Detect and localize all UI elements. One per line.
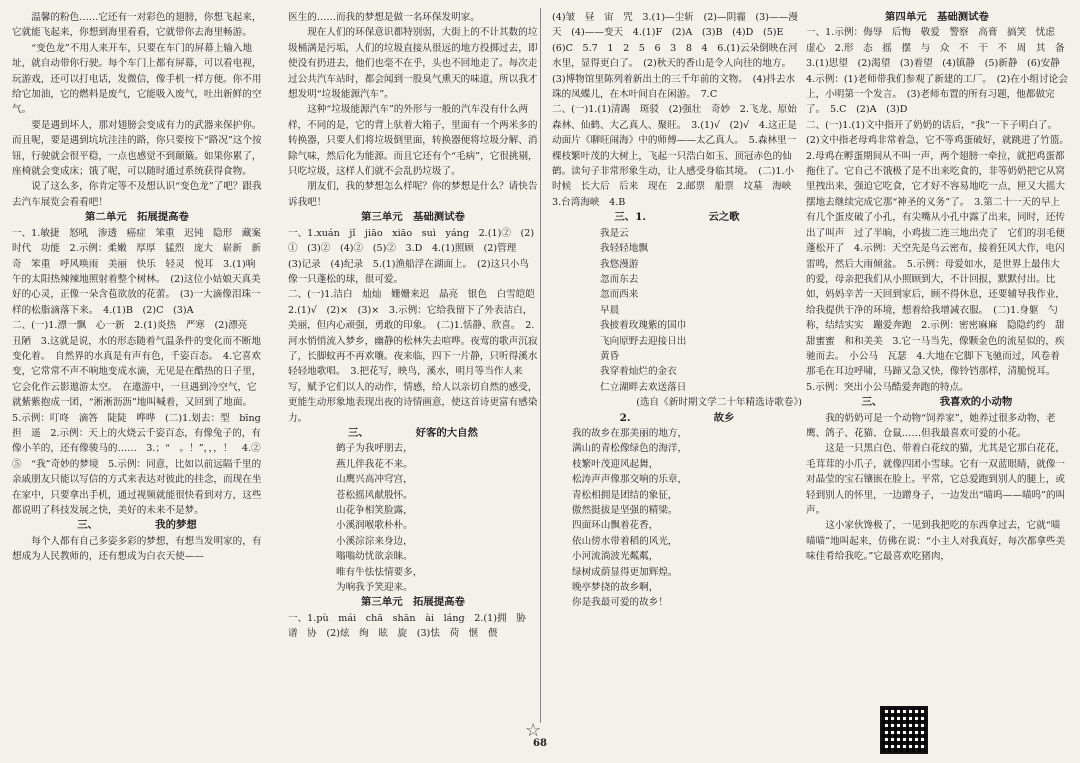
answer-block: 一、1.xuán jǐ jiāo xiāo suì yáng 2.(1)② (2)① (3)② (4)② (5)② 3.D 4.(1)照顾 (2)管理 (3)记录 (4)纪录 5.(1)渔船浮在湖面上。 (2)这只小鸟像一只蓬松的球，很可爱。: [288, 227, 535, 285]
column-4: [806, 10, 1075, 565]
section-heading: 第二单元 拓展提高卷: [85, 211, 189, 224]
paragraph: 医生的……而我的梦想是做一名环保发明家。: [288, 12, 480, 23]
poem-title: 三、1. 云之歌: [614, 211, 740, 224]
poem-line: 枝繁叶茂迎风起舞，: [572, 458, 659, 470]
section-heading: 第四单元 基础测试卷: [885, 11, 989, 23]
poem-title: 三、 好客的大自然: [348, 426, 478, 439]
poem-line: 你是我最可爱的故乡！: [572, 597, 668, 609]
poem-line: 鹤子为我呼朋去，: [336, 443, 413, 455]
answer-block: 一、1.敏捷 怒吼 渗透 癌症 笨重 迟钝 隐形 藏案 时代 功能 2.示例：柔嫩 厚厚 猛烈 庞大 崭新 新奇 笨重 呼风唤雨 美丽 快乐 轻灵 悦耳 3.(1)响午的太阳热辣辣地照射着整个树林。 (2)这位小姑娘天真美好的心灵，正像一朵含苞欲放的花蕾。 (3)一大滴像泪珠一样的松脂滴落下来。 4.(1)B (2)C (3)A: [12, 227, 271, 316]
poem-line: 黄昏: [600, 350, 620, 362]
poem-line: 绿树成荫显得更加辉煌。: [572, 566, 678, 578]
page-number: 68: [533, 738, 547, 749]
poem-line: 嗡嗡幼忧欲亲睐。: [336, 551, 413, 563]
essay-title: 三、 我喜欢的小动物: [861, 396, 1013, 409]
poem-line: 四面环山飘着花香，: [572, 520, 659, 532]
poem-line: 傲然挺拔是坚强的精梁。: [572, 505, 678, 516]
poem-title: 2. 故乡: [619, 411, 735, 424]
paragraph: 要是遇到坏人，那对翅膀会变成有力的武器来保护你。而且呢，要是遇到坑坑洼洼的路，你只要按下“路况”这个按钮，行驶就会很平稳，一点也感觉不到颠簸。如果你累了，座椅就会变成床；饿了呢，可以随时通过系统获得食物。: [12, 119, 262, 178]
poem-line: 小河流淌波光粼粼，: [572, 551, 659, 563]
poem-line: 我轻轻地飘: [600, 243, 648, 255]
paragraph: “变色龙”不用人来开车，只要在车门的屏幕上输入地址，就自动带你行驶。每个车门上都有屏幕，可以看电视，玩游戏，还可以打电话，发微信，像手机一样方便。你不用给它加油，它的燃料是废气，它能吸入废气，吐出新鲜的空气。: [12, 42, 262, 116]
column-2: [288, 10, 545, 642]
poem: [552, 426, 802, 611]
answer-block: 二、(一)1.漂一飘 心一新 2.(1)炎热 严寒 (2)漂亮 丑陋 3.这就是说，水的形态随着气温条件的变化而不断地变化着。 自然界的水真是有声有色，千姿百态。 4.它喜欢变，它常常不声不响地变成水滴，无见是在酷热的日子里，它会化作云影遨游太空。 在遨游中，一旦遇到冷空气，它就紫紫抱成一团，“淅淅沥沥”地叫喊着，又回到了地面。 5.示例：叮咚 滴答 陡陡 哗哗 (二)1.划去：型 bīng 担 遥 2.示例：天上的火烧云千姿百态，有像兔子的，有像小羊的，还有像骏马的…… 3.；“ 。！”，，，！ 4.② ⑤ “我”奇妙的梦境 5.示例：同意，比如以前远隔千里的亲戚朋友只能以写信的方式来表达对彼此的挂念，而现在坐在家中，只要拿出手机，通过视频就能很快看到对方，这些都说明了科技发展之快，美好的未来不是梦。: [12, 320, 271, 516]
poem-line: 满山的青松像绿色的海洋，: [572, 443, 688, 455]
poem-line: 松涛声声像那交响的乐章，: [572, 474, 688, 486]
poem-line: 我的故乡在那美丽的地方，: [572, 427, 688, 439]
answer-block: 二、(一)1.(1)文中指开了奶奶的话后，“我”一下子明白了。 (2)文中指老母鸡非常着急，它不等鸡蛋破好，就跳进了竹篮。 2.母鸡在孵蛋期间从不叫一声，两个翅膀一牵拉，就把鸡蛋都拖住了。它自己不饿极了是不出来吃食的，非等奶奶把它从窝里拽出来，强迫它吃食，它才好不容易地吃一点，匣又大摇大摆地去继续完成它那“神圣的义务”了。 3.第二十一天的早上 有几个蛋皮破了小孔，有尖嘴从小孔中露了出来，同时，还传出了叫声 过了半晌，小鸡拔二连三地出壳了 它们的羽毛便蓬松开了 4.示例：天空先是乌云密布，接着狂风大作，电闪雷鸣，然后大雨倾盆。 5.示例：母爱如水，是世界上最伟大的爱，母亲把我们从小照顾到大，不计回报，默默付出。比如，妈妈辛苦一天回到家后，顾不得休息，还要辅导我作业，给我提供干净的环境，想着给我增减衣服。 (二)1.身躯 勺称，结结实实 蹦爱奔跑 2.示例：密密麻麻 隐隐约约 甜甜蜜蜜 和和美美 3.它一马当先，像颗金色的流星似的，疾驰而去。 小公马 瓦瑟 4.大地在它脚下飞驰而过，风卷着那毛在耳边呼啸，马蹄又急又快，像铃铛那样，清脆悦耳。 5.示例：突出小公马酷爱奔跑的特点。: [806, 119, 1074, 393]
paragraph: 温馨的粉色……它还有一对彩色的翅膀，你想飞起来，它就能飞起来，你想到海里看看，它就带你去海里畅游。: [12, 12, 262, 39]
paragraph: 这种“垃圾能源汽车”的外形与一般的汽车没有什么两样，不同的是，它的背上驮着大箱子，里面有一个两米多的转换器，只要人们将垃圾倒里面，转换器便将垃圾分解、消除气味，然后化为能源。而且它还有个“毛病”，它很挑剔，只吃垃圾，这样人们就不会乱扔垃圾了。: [288, 104, 538, 178]
column-1: [12, 10, 271, 565]
poem-line: 仁立湖畔去欢送落日: [600, 381, 687, 393]
answer-block: (4)皱 昼 宙 咒 3.(1)—尘斩 (2)—阴霾 (3)——漫天 (4)——变天 4.(1)F (2)A (3)B (4)D (5)E (6)C 5.7 1 2 5 6 3 8 4 6.(1)云朵倒映在河水里，显得更白了。 (2)秋天的香山是令人向往的地方。 (3)博物馆里陈列着新出土的三千年前的文物。 (4)抖去水珠的凤蝶儿，在木叶间自在闲游。 7.C: [552, 12, 798, 101]
star-ornament-icon: ☆: [525, 720, 542, 741]
answer-block: 二、(一)1.洁白 灿灿 姗姗来迟 晶亮 银色 白雪皑皑 2.(1)√ (2)× (3)× 3.示例：它给我留下了外表洁白，美丽，但内心顽强，勇敢的印象。 (二)1.恬静、欣喜。 2.河水悄悄流入梦乡，幽静的松林失去喧哗。夜莺的歌声沉寂了，长脚蚊再不再欢嚷。夜来临，四下一片静，只听得溪水轻轻地歌唱。 3.把花写，映鸟，溪水，明月等当作人来写，赋予它们以人的动作，情感，给人以亲切自然的感受，更能生动形象地表现出夜的诗情画意，使这首诗更富有感染力。: [288, 289, 545, 424]
poem-line: 苍松摇风献殷怀。: [336, 489, 413, 501]
poem-line: 小溪淙淙来身边，: [336, 535, 413, 547]
poem-line: 山花争相笑脸露，: [336, 505, 413, 516]
paragraph: 朋友们，我的梦想怎么样呢？你的梦想是什么？请快告诉我吧！: [288, 181, 538, 208]
poem-line: 小溪润喉歌朴朴。: [336, 520, 413, 532]
answer-block: 一、1.示例：侮辱 后悔 敬爱 警察 高膏 搞笑 忧虑 虚心 2.形 态 摇 摆 与 众 不 干 不 周 其 备 3.(1)思望 (2)渴望 (3)着望 (4)镇静 (5)新静 (6)安静 4.示例：(1)老师带我们参观了新建的工厂。 (2)在小组讨论会上，小明第一个发言。 (3)老师布置的所有习题，他都做完了。 5.C (2)A (3)D: [806, 27, 1075, 116]
section-heading: 第三单元 拓展提高卷: [361, 596, 465, 609]
center-divider: [540, 8, 541, 723]
paragraph: 我的奶奶可是一个动物“饲养家”，她养过很多动物，老鹰、鸽子、花猫、仓鼠……但我最喜欢可爱的小花。: [806, 412, 1056, 439]
poem-line: 早晨: [600, 304, 620, 316]
column-3: [552, 10, 802, 611]
poem-line: 忽而西来: [600, 289, 639, 301]
paragraph: 现在人们的环保意识都特别弱，大街上的不计其数的垃圾桶满是污垢，人们的垃圾直接从很远的地方投掷过去，即使没有扔进去，他们也毫不在乎，头也不回地走了。每次走过公共汽车站时，都会闻到一股臭气熏天的味道，所以我才想发明“垃圾能源汽车”。: [288, 27, 538, 101]
poem-source: (选自《新时期文学二十年精选诗歌卷》): [636, 397, 802, 409]
section-heading: 第三单元 基础测试卷: [361, 211, 465, 224]
poem-line: 依山傍水带着稻的风光，: [572, 535, 678, 547]
poem-line: 我披着玫瑰紫的国巾: [600, 320, 687, 332]
answer-block: 二、(一)1.(1)清踢 斑驳 (2)强壮 奇妙 2.飞龙、原始森林、仙鹤、大乙真人、聚旺。 3.(1)√ (2)√ 4.这正是动面片《聊旺闹海》中的师傅——太乙真人。 5.森林里一棵枝繁叶茂的大树上，飞起一只浩白如玉、顶冠赤色的仙鹤。读句子非常形象生动，让人感受身临其境。 (二)1.小时候 长大后 后来 现在 2.邮票 船票 坟墓 海峡 3.台湾海峡 4.B: [552, 104, 801, 208]
poem-line: 我穿着灿烂的金衣: [600, 366, 677, 378]
poem: [288, 441, 538, 595]
poem-line: 青松相拥是团结的象征，: [572, 489, 678, 501]
poem-line: 飞向原野去迎接日出: [600, 335, 687, 347]
essay-title: 三、 我的梦想: [77, 519, 197, 532]
poem: [552, 226, 802, 395]
paragraph: 这小家伙馋极了，一见到我把吃的东西拿过去，它就“喵喵喵”地叫起来，仿佛在说：“小主人对我真好，每次都拿些美味佳肴给我吃。”它最喜欢吃猪肉，: [806, 520, 1066, 563]
paragraph: 每个人都有自己多姿多彩的梦想，有想当发明家的，有想成为人民教师的，还有想成为白衣天使——: [12, 535, 262, 563]
poem-line: 山鹰兴高冲穹宫，: [336, 474, 413, 486]
qr-code-icon: [880, 706, 928, 754]
poem-line: 忽而东去: [600, 273, 639, 285]
poem-line: 我悠漫游: [600, 258, 639, 270]
poem-line: 我是云: [600, 227, 629, 239]
paragraph: 说了这么多，你肯定等不及想认识“变色龙”了吧？跟我去汽车展览会看看吧！: [12, 181, 262, 208]
poem-line: 为响我予笑迎来。: [336, 582, 413, 594]
answer-block: 一、1.pù mái chā shān ài láng 2.(1)拥 胁 谱 协 (2)炫 绚 眩 旋 (3)怯 荷 惬 偎: [288, 612, 536, 640]
poem-line: 燕儿伴我花不来。: [336, 458, 413, 470]
poem-line: 晚亭梦挠的故乡啊，: [572, 582, 659, 594]
poem-line: 唯有牛怯怯情要多，: [336, 566, 423, 578]
paragraph: 这是一只黑白色、带着白花纹的猫，尤其是它那白花花，毛茸茸的小爪子，就像四团小雪球。它有一双蓝眼睛，就像一对晶莹的宝石镶嵌在脸上。平常，它总爱跑到别人的腿上，或轻到别人的怀里，一边蹭身子，一边发出“喵呜——喵呜”的叫声。: [806, 443, 1066, 516]
